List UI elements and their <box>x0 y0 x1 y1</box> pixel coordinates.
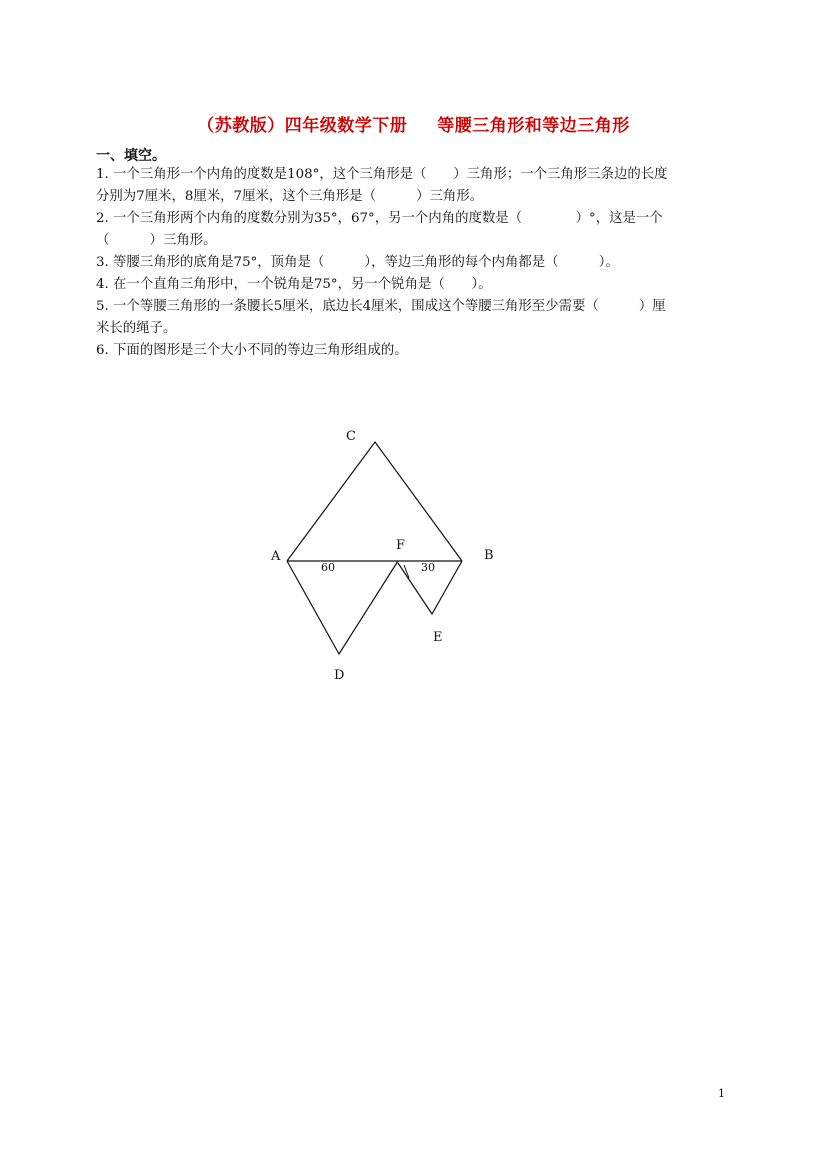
question-3: 3. 等腰三角形的底角是75°，顶角是（ ），等边三角形的每个内角都是（ ）。 <box>96 255 619 270</box>
question-2-line-2: （ ）三角形。 <box>96 233 217 248</box>
label-e: E <box>433 630 443 645</box>
angle-30-label: 30 <box>421 561 435 574</box>
section-heading: 一、填空。 <box>96 148 166 164</box>
question-2-line-1: 2. 一个三角形两个内角的度数分别为35°，67°，另一个内角的度数是（ ）°，这是一个 <box>96 211 663 226</box>
title-edition: （苏教版）四年级数学下册 <box>197 116 408 136</box>
question-5-line-2: 米长的绳子。 <box>96 321 177 336</box>
question-5-line-1: 5. 一个等腰三角形的一条腰长5厘米，底边长4厘米，围成这个等腰三角形至少需要（ ）厘 <box>96 299 666 314</box>
label-b: B <box>484 548 494 563</box>
question-1-line-1: 1. 一个三角形一个内角的度数是108°，这个三角形是（ ）三角形；一个三角形三条边的长度 <box>96 167 668 182</box>
label-f: F <box>396 538 406 553</box>
title-topic: 等腰三角形和等边三角形 <box>437 116 630 136</box>
question-1-line-2: 分别为7厘米，8厘米，7厘米，这个三角形是（ ）三角形。 <box>96 189 484 204</box>
question-list <box>96 164 736 362</box>
page-number: 1 <box>718 1087 725 1100</box>
label-a: A <box>271 549 281 564</box>
triangle-figure <box>260 420 520 690</box>
triangle-acb <box>287 442 462 561</box>
triangle-adf <box>287 561 398 654</box>
triangle-diagram <box>260 420 520 690</box>
angle-60-label: 60 <box>321 561 335 574</box>
question-4: 4. 在一个直角三角形中，一个锐角是75°，另一个锐角是（ ）。 <box>96 277 492 292</box>
label-d: D <box>334 668 345 683</box>
label-c: C <box>346 429 356 444</box>
question-6: 6. 下面的图形是三个大小不同的等边三角形组成的。 <box>96 343 408 358</box>
page-title <box>0 111 827 136</box>
